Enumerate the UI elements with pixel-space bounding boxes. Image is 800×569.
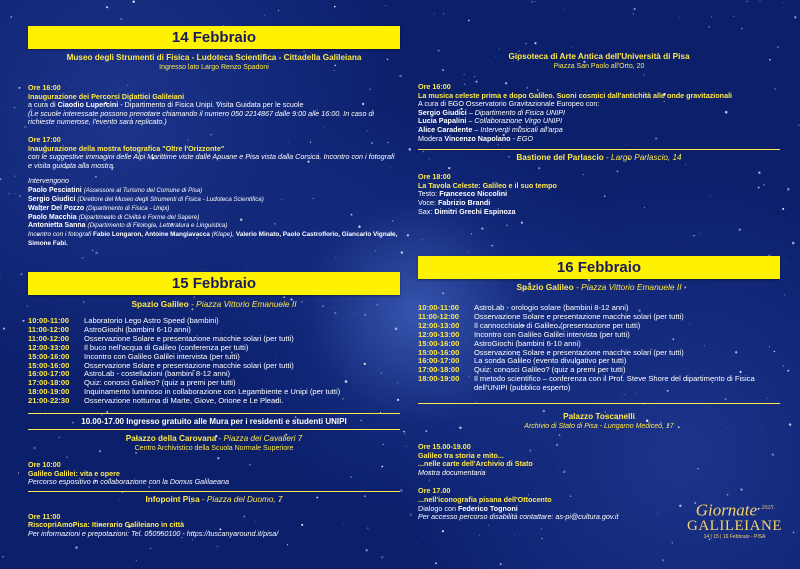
star (3, 328, 5, 330)
participant: Lucia Papalini – Collaborazione Virgo UNIPI (418, 116, 563, 126)
schedule-row: 11:00-12:00 Osservazione Solare e presentazione macchie solari (per tutti) (28, 333, 294, 343)
venue-toscanelli-address: Archivio di Stato di Pisa - Lungarno Mediceo, 17 (524, 423, 674, 431)
venue-toscanelli: Palazzo Toscanelli (563, 412, 635, 422)
schedule-row: 16:00-17:00 La sonda Galileo (evento divulgativo per tutti) (418, 356, 627, 366)
star (789, 423, 792, 426)
date-header-16-feb: 16 Febbraio (418, 256, 780, 279)
schedule-row: 15:00-16:00 AstroGiochi (bambini 6-10 anni) (418, 338, 581, 348)
star (499, 48, 500, 49)
event-title: La musica celeste prima e dopo Galileo. Suoni cosmici dall'antichità alle onde gravitazionali (418, 90, 733, 100)
schedule-row: 12:00-13:00 Incontro con Galileo Galilei intervista (per tutti) (418, 329, 630, 339)
star (662, 559, 664, 561)
date-header-14-feb: 14 Febbraio (28, 26, 400, 49)
star (633, 13, 635, 15)
schedule-row: 12:00-13:00 Il cannocchiale di Galileo (presentazione per tutti) (418, 320, 641, 330)
star (150, 548, 151, 549)
logo-line2: GALILEIANE (687, 517, 782, 534)
star (264, 15, 265, 16)
star (672, 542, 673, 543)
star (708, 26, 710, 28)
star (133, 1, 135, 3)
speakers-label: Intervengono (28, 178, 69, 186)
star (92, 250, 94, 252)
star (521, 222, 523, 224)
event-time: Ore 10:00 (28, 460, 61, 470)
star (14, 175, 16, 177)
star (794, 16, 796, 18)
star (400, 489, 402, 491)
star (135, 21, 136, 22)
venue-gipsoteca: Gipsoteca di Arte Antica dell'Università di Pisa (508, 52, 690, 61)
credit: Sax: Dimitri Grechi Espinoza (418, 206, 516, 216)
star (334, 6, 336, 8)
star (443, 13, 444, 14)
star (442, 530, 444, 532)
star (287, 544, 288, 545)
schedule-row: 15:00-16:00 Incontro con Galileo Galilei intervista (per tutti) (28, 351, 240, 361)
venue-gipsoteca-address: Piazza San Paolo all'Orto, 20 (553, 63, 645, 70)
star (468, 251, 469, 252)
event-contacts: Per informazioni e prepotazioni: Tel. 050550100 - https://tuscanyaround.it/pisa/ (28, 529, 279, 539)
divider (418, 149, 780, 150)
credit: Testo: Francesco Niccolini (418, 189, 508, 199)
star (404, 434, 405, 435)
accessibility-contact: Per accesso percorso disabilità contattare: as-pi@cultura.gov.it (418, 512, 619, 522)
star (563, 8, 564, 9)
star (587, 530, 588, 531)
star (15, 193, 16, 194)
event-booking-note: (Le scuole interessate possono prenotare chiamando il numero 050 2214867 dalle 9:00 alle 16:00. In caso di richieste numerose, l'evento sarà replicato.) (28, 108, 375, 127)
logo-dates: 14 | 15 | 16 Febbraio - PISA (703, 533, 766, 540)
speaker-item: Walter Del Pozzo (Dipartimento di Fisica - Unipi) (28, 204, 170, 212)
giornate-galileiane-logo (687, 500, 782, 540)
star (514, 534, 515, 535)
event-organizer: a cura di Ciaodio Lupercini - Dipartimento di Fisica Unipi. Visita Guidata per le scuole (28, 100, 304, 110)
event-musica-celeste (418, 83, 780, 143)
star (782, 208, 784, 210)
schedule-row: 12:00-13:00 Il buco nell'acqua di Galileo (conferenza per tutti) (28, 342, 249, 352)
star (777, 46, 779, 48)
event-time: Ore 17.00 (418, 486, 451, 496)
star (741, 28, 743, 30)
event-time: Ore 16:00 (28, 83, 61, 92)
walls-free-entry: 10.00-17.00 Ingresso gratuito alle Mura per i residenti e studenti UNIPI (81, 417, 347, 427)
participant: Sergio Giudici – Dipartimento di Fisica UNIPI (418, 107, 565, 117)
star (365, 549, 367, 551)
star (783, 365, 785, 367)
star (711, 16, 712, 17)
star (422, 240, 423, 241)
star (2, 556, 4, 558)
star (785, 263, 786, 264)
event-title: La Tavola Celeste: Galileo e il suo tempo (418, 180, 557, 190)
star (535, 42, 537, 44)
star (278, 10, 279, 11)
star (260, 268, 261, 269)
star (401, 251, 403, 253)
photographers: Incontro con i fotografi Fabio Longaron, Antoine Mangiavacca (Klape), Valerio Minato, Paolo Castroflorio, Giancarlo Vignale, Simone Fabi. (28, 231, 398, 247)
date-header-15-feb: 15 Febbraio (28, 272, 400, 295)
star (22, 320, 24, 322)
speaker-item: Antonietta Sanna (Dipartimento di Filologia, Letteratura e Linguistica) (28, 222, 228, 230)
star (792, 242, 795, 245)
schedule-row: 11:00-12:00 AstroGiochi (bambini 6-10 anni) (28, 324, 191, 334)
star (247, 268, 248, 269)
right-column-feb16 (418, 256, 780, 522)
star (18, 87, 20, 89)
speakers-block (28, 178, 400, 248)
venue-spazio-galileo: Spazio Galileo - Piazza Vittorio Emanuele II (131, 299, 297, 309)
star (409, 148, 411, 150)
schedule-row: 21:00-22:30 Osservazione notturna di Marte, Giove, Orione e Le Pleadi. (28, 396, 284, 406)
speaker-item: Paolo Macchia (Dipartimento di Civiltà e Forme del Sapere) (28, 213, 200, 221)
star (471, 233, 472, 234)
speaker-item: Paolo Pesciatini (Assessore al Turismo del Comune di Pisa) (28, 187, 203, 195)
star (422, 536, 423, 537)
schedule-row: 16:00-17:00 AstroLab - costellazioni (bambini 8-12 anni) (28, 369, 231, 379)
schedule-row: 17:00-18:00 Quiz: conosci Galileo? (quiz a premi per tutti) (418, 365, 626, 375)
schedule-row: 17:00-18:00 Quiz: conosci Galileo? (quiz a premi per tutti) (28, 378, 236, 388)
star (406, 446, 407, 447)
star (531, 1, 533, 3)
star (0, 178, 1, 180)
event-time: Ore 15.00-19.00 (418, 442, 471, 452)
star (535, 1, 536, 2)
event-galileo-vita (28, 461, 400, 487)
star (679, 17, 680, 18)
star (95, 252, 98, 255)
moderator: Modera Vincenzo Napolano - EGO (418, 133, 533, 143)
star (699, 233, 700, 234)
event-title: Inaugurazione della mostra fotografica "Oltre l'Orizzonte" (28, 143, 225, 153)
star (106, 6, 108, 8)
event-description: Mostra documentaria (418, 467, 486, 477)
star (235, 568, 236, 569)
schedule-row: 11:00-12:00 Osservazione Solare e presentazione macchie solari (per tutti) (418, 311, 684, 321)
star (781, 559, 782, 560)
venue-spazio-galileo: Spazio Galileo - Piazza Vittorio Emanuele II (516, 282, 682, 292)
star (500, 563, 502, 565)
star (793, 532, 795, 534)
star (217, 546, 218, 547)
star (491, 245, 493, 247)
star (481, 228, 483, 230)
star (435, 562, 437, 564)
star (739, 228, 741, 230)
star (787, 188, 790, 191)
star (6, 110, 7, 111)
schedule-row: 15:00-16:00 Osservazione Solare e presentazione macchie solari (per tutti) (28, 360, 294, 370)
star (8, 193, 10, 195)
star (19, 195, 21, 197)
star (488, 218, 489, 219)
star (18, 472, 19, 473)
star (733, 16, 734, 17)
event-title: Galileo tra storia e mito... (418, 450, 504, 460)
star (121, 18, 123, 20)
divider (28, 429, 400, 430)
star (0, 276, 1, 278)
schedule-feb15 (28, 317, 400, 406)
star (385, 5, 386, 6)
event-description: con le suggestive immagini delle Alpi Marittime viste dalle Apuane e Pisa vista dalla Corsica. Incontro con i fotografi e visita guidata alla mostra. (28, 152, 395, 170)
event-title: Galileo Galilei: vita e opere (28, 468, 120, 478)
divider (28, 413, 400, 414)
star (381, 556, 384, 559)
star (570, 248, 571, 249)
star (642, 234, 643, 235)
event-mostra-fotografica (28, 136, 400, 170)
event-time: Ore 17:00 (28, 134, 61, 144)
star (693, 235, 694, 236)
event-tavola-celeste (418, 173, 780, 216)
star (542, 538, 543, 539)
star (335, 256, 336, 257)
star (572, 47, 573, 48)
venue-museo: Museo degli Strumenti di Fisica - Ludoteca Scientifica - Cittadella Galileiana (66, 53, 362, 62)
schedule-row: 15:00-16:00 Osservazione Solare e presentazione macchie solari (per tutti) (418, 347, 684, 357)
star (434, 13, 435, 14)
event-time: Ore 16:00 (418, 82, 451, 91)
event-dialog: Dialogo con Federico Tognoni (418, 503, 518, 513)
star (409, 513, 412, 516)
credit: Voce: Fabrizio Brandi (418, 197, 491, 207)
venue-museo-entrance: Ingresso lato Largo Renzo Spadoni (159, 64, 269, 71)
left-column (28, 26, 400, 249)
star (20, 273, 22, 275)
speaker-item: Sergio Giudici (Direttore del Museo degli Strumenti di Fisica - Ludoteca Scientifica) (28, 195, 264, 203)
divider (418, 403, 780, 404)
star (10, 16, 11, 17)
star (14, 107, 16, 109)
event-organizer: A cura di EGO Osservatorio Gravitazionale Europeo con: (418, 99, 600, 109)
schedule-row: 18:00-19:00 Il metodo scientifico – conferenza con il Prof. Steve Shore del dipartimento di Fisica dell'UNIPI (pubblico esperto) (418, 374, 755, 393)
star (82, 257, 84, 259)
left-column-feb15 (28, 272, 400, 539)
star (202, 269, 203, 270)
star (747, 1, 748, 2)
schedule-row: 10:00-11:00 Laboratorio Lego Astro Speed (bambini) (28, 316, 219, 325)
venue-carovana: Palazzo della Carovana - Piazza dei Cavalieri 7 (125, 434, 303, 444)
event-galileo-storia-mito (418, 443, 780, 477)
star (787, 370, 789, 372)
star (24, 126, 27, 129)
schedule-feb16 (418, 304, 780, 393)
star (136, 560, 137, 561)
star (407, 234, 409, 236)
star (488, 525, 489, 526)
star (375, 250, 376, 251)
right-column (418, 52, 780, 216)
event-title: Inaugurazione dei Percorsi Didattici Galileiani (28, 91, 185, 101)
venue-infopoint: Infopoint Pisa - Piazza del Duomo, 7 (145, 494, 283, 504)
star (479, 535, 480, 536)
star (192, 539, 193, 540)
star (783, 3, 784, 4)
event-description: Percorso espositivo in collaborazione con la Domus Galilaeana (28, 477, 229, 487)
event-riscopriamopisa (28, 513, 400, 539)
star (10, 139, 11, 140)
star (75, 546, 77, 548)
star (741, 36, 742, 37)
logo-line1: Giornate $^{2025}$ (695, 500, 774, 520)
star (759, 0, 760, 1)
star (541, 528, 542, 529)
event-time: Ore 11:00 (28, 511, 61, 521)
schedule-row: 10:00-11:00 AstroLab - orologio solare (bambini 8-12 anni) (418, 303, 629, 312)
venue-bastione: Bastione del Parlascio - Largo Parlascio, 14 (516, 153, 682, 163)
divider (28, 491, 400, 492)
venue-carovana-sub: Centro Archivistico della Scuola Normale Superiore (134, 445, 294, 453)
star (403, 431, 405, 433)
star (798, 125, 799, 126)
participant: Alice Caradente – Interventi musicali all'arpa (418, 124, 563, 134)
star (523, 4, 524, 5)
event-inaugurazione-percorsi (28, 84, 400, 127)
star (634, 8, 636, 10)
star (525, 43, 527, 45)
schedule-row: 18:00-19:00 Inquinamento luminoso in collaborazione con Legambiente e Unipi (per tutti) (28, 387, 341, 397)
event-time: Ore 18:00 (418, 172, 451, 182)
event-title: RiscopriAmoPisa: Itinerario Galileiano in città (28, 520, 185, 530)
star (468, 20, 470, 22)
event-subtitle: ...nelle carte dell'Archivio di Stato (418, 459, 533, 469)
star (213, 544, 214, 545)
event-title: ...nell'iconografia pisana dell'Ottocento (418, 495, 552, 505)
star (784, 294, 785, 295)
star (506, 224, 508, 226)
